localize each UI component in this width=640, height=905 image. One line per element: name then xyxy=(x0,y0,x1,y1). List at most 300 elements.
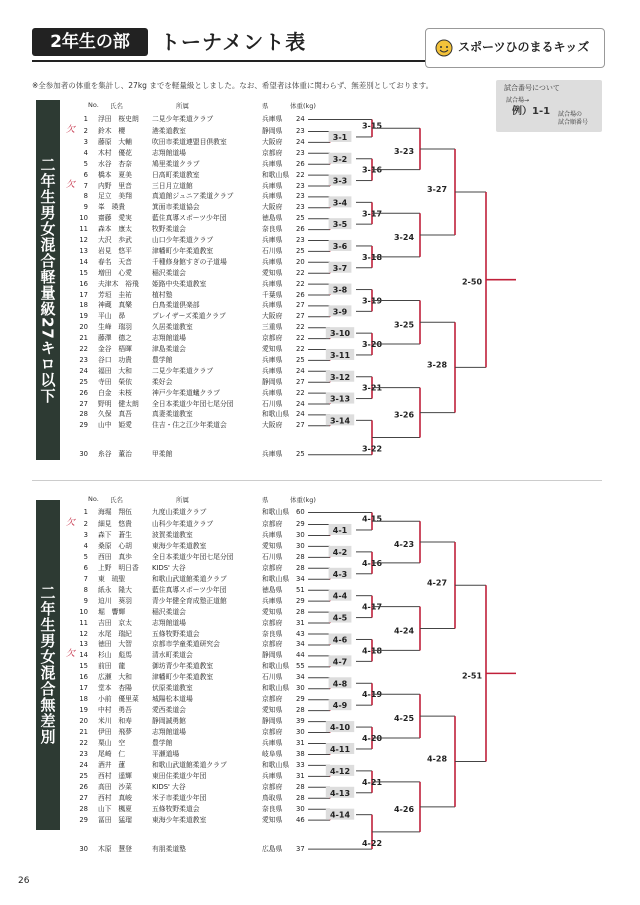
player-name: 堂本 杏陽 xyxy=(98,684,132,693)
player-club: 吹田市柔道連盟目倶教室 xyxy=(152,137,227,146)
player-club: 藍住真導スポーツ少年団 xyxy=(152,585,227,594)
player-pref: 京都府 xyxy=(262,728,283,737)
match-number: 4-8 xyxy=(332,679,348,689)
player-no: 16 xyxy=(79,279,88,288)
player-no: 30 xyxy=(79,844,88,853)
player-pref: 兵庫県 xyxy=(262,257,283,266)
player-club: KIDS' 大谷 xyxy=(152,563,186,572)
absent-mark: 欠 xyxy=(66,179,76,190)
player-weight: 22 xyxy=(296,388,305,397)
match-number: 3-2 xyxy=(332,154,348,164)
player-no: 26 xyxy=(79,782,88,791)
player-weight: 23 xyxy=(296,148,305,157)
player-no: 23 xyxy=(79,749,88,758)
player-no: 8 xyxy=(83,585,88,594)
player-club: 植村塾 xyxy=(152,290,173,299)
section-title-open: 二年生男女混合無差別 xyxy=(36,500,60,830)
player-no: 13 xyxy=(79,640,88,649)
player-name: 海堀 翔伍 xyxy=(98,508,132,516)
player-name: 久保 真吾 xyxy=(98,410,132,419)
player-no: 6 xyxy=(83,170,88,179)
player-pref: 愛知県 xyxy=(262,268,283,277)
player-club: 住吉・住之江少年柔道会 xyxy=(152,421,227,430)
player-no: 10 xyxy=(79,214,88,223)
player-club: 真道館ジュニア柔道クラブ xyxy=(152,192,234,201)
player-weight: 22 xyxy=(296,279,305,288)
match-number: 4-12 xyxy=(329,766,351,776)
player-pref: 鳥取県 xyxy=(262,793,283,802)
player-club: 二見少年柔道クラブ xyxy=(152,115,214,123)
player-weight: 27 xyxy=(296,312,305,321)
match-number: 4-7 xyxy=(332,657,348,667)
player-club: 全日本柔道少年団七尾分団 xyxy=(152,399,234,408)
player-pref: 大阪府 xyxy=(262,421,283,430)
player-weight: 23 xyxy=(296,203,305,212)
player-club: 豊学館 xyxy=(152,355,173,364)
match-number: 4-24 xyxy=(393,626,415,636)
player-no: 9 xyxy=(83,203,88,212)
player-weight: 28 xyxy=(296,552,305,561)
player-pref: 静岡県 xyxy=(262,717,283,726)
player-pref: 奈良県 xyxy=(262,804,283,813)
player-weight: 30 xyxy=(296,684,305,693)
player-no: 29 xyxy=(79,815,88,824)
player-weight: 46 xyxy=(296,815,305,824)
player-pref: 和歌山県 xyxy=(262,508,290,516)
player-weight: 30 xyxy=(296,804,305,813)
player-no: 15 xyxy=(79,662,88,671)
player-name: 吉田 京太 xyxy=(98,618,132,627)
absent-mark: 欠 xyxy=(66,125,76,135)
absent-mark: 欠 xyxy=(66,518,76,528)
player-weight: 31 xyxy=(296,771,305,780)
player-weight: 44 xyxy=(296,651,305,660)
player-no: 17 xyxy=(79,290,88,299)
match-number: 4-1 xyxy=(332,525,348,535)
player-pref: 兵庫県 xyxy=(262,596,283,605)
player-pref: 和歌山県 xyxy=(262,170,290,179)
match-number: 4-15 xyxy=(361,514,383,524)
player-pref: 石川県 xyxy=(262,399,283,408)
player-club: 静岡誠勇館 xyxy=(152,717,186,726)
match-number: 4-2 xyxy=(332,547,348,557)
player-weight: 28 xyxy=(296,706,305,715)
player-weight: 24 xyxy=(296,366,305,375)
player-club: 和歌山武道館柔道クラブ xyxy=(152,760,227,769)
player-pref: 兵庫県 xyxy=(262,366,283,375)
player-pref: 兵庫県 xyxy=(262,450,283,459)
match-number: 3-13 xyxy=(329,394,351,404)
player-name: 西村 真峻 xyxy=(98,793,132,802)
match-number: 4-20 xyxy=(361,734,383,744)
player-club: 甲柔館 xyxy=(152,450,173,459)
player-no: 5 xyxy=(83,159,88,168)
col-head-weight: 体重(kg) xyxy=(290,496,316,504)
col-head-weight: 体重(kg) xyxy=(290,102,316,110)
player-name: 山下 楓夏 xyxy=(98,804,132,813)
player-weight: 51 xyxy=(296,585,305,594)
absent-mark: 欠 xyxy=(66,649,76,660)
player-weight: 30 xyxy=(296,530,305,539)
player-weight: 23 xyxy=(296,127,305,135)
player-name: 西村 遥輝 xyxy=(98,771,132,780)
col-head-name: 氏名 xyxy=(110,496,123,504)
match-number: 3-28 xyxy=(426,360,448,370)
player-name: 東 琉聖 xyxy=(98,574,126,583)
player-no: 20 xyxy=(79,323,88,332)
player-no: 11 xyxy=(79,618,88,627)
player-no: 15 xyxy=(79,268,88,277)
player-pref: 愛知県 xyxy=(262,541,283,550)
match-number: 4-3 xyxy=(332,569,348,579)
player-club: 鳩里柔道クラブ xyxy=(152,159,200,168)
player-no: 12 xyxy=(79,629,88,638)
player-club: 港柔道教室 xyxy=(152,127,186,135)
player-name: 春名 天音 xyxy=(98,257,132,266)
player-pref: 兵庫県 xyxy=(262,771,283,780)
player-pref: 京都府 xyxy=(262,695,283,704)
player-club: 五條牧野柔道会 xyxy=(152,804,200,813)
player-no: 11 xyxy=(79,225,88,234)
player-name: 谷口 功貴 xyxy=(98,355,132,364)
player-no: 28 xyxy=(79,410,88,419)
player-name: 堀 響輝 xyxy=(98,607,126,616)
player-pref: 徳島県 xyxy=(262,585,283,594)
player-pref: 石川県 xyxy=(262,552,283,561)
player-pref: 兵庫県 xyxy=(262,159,283,168)
player-no: 6 xyxy=(83,563,88,572)
player-pref: 兵庫県 xyxy=(262,301,283,310)
player-pref: 岐阜県 xyxy=(262,749,283,758)
legend-title: 試合番号について xyxy=(504,84,560,92)
player-no: 17 xyxy=(79,684,88,693)
match-number: 3-14 xyxy=(329,416,351,426)
player-no: 8 xyxy=(83,192,88,201)
player-weight: 33 xyxy=(296,760,305,769)
player-weight: 22 xyxy=(296,345,305,353)
player-club: 御坊青少年柔道教室 xyxy=(152,662,214,671)
match-number: 3-21 xyxy=(361,383,383,393)
player-no: 22 xyxy=(79,739,88,747)
player-no: 16 xyxy=(79,673,88,682)
player-weight: 25 xyxy=(296,450,305,459)
player-pref: 大阪府 xyxy=(262,312,283,321)
col-head-club: 所属 xyxy=(176,496,189,504)
player-name: 中村 勇吾 xyxy=(98,706,132,715)
match-number: 4-16 xyxy=(361,558,383,568)
player-weight: 43 xyxy=(296,629,305,638)
col-head-no: No. xyxy=(88,495,99,503)
player-no: 4 xyxy=(83,148,88,157)
player-pref: 三重県 xyxy=(262,323,283,332)
player-pref: 京都府 xyxy=(262,618,283,627)
player-no: 25 xyxy=(79,377,88,386)
player-weight: 24 xyxy=(296,410,305,419)
player-club: 真妻柔道教室 xyxy=(152,410,193,419)
player-no: 18 xyxy=(79,695,88,704)
player-no: 19 xyxy=(79,706,88,715)
match-number: 3-10 xyxy=(329,329,351,339)
match-number: 3-7 xyxy=(332,263,348,273)
legend-order-label-2: 試合順番号 xyxy=(558,119,589,126)
player-pref: 静岡県 xyxy=(262,651,283,660)
player-pref: 京都府 xyxy=(262,334,283,343)
player-weight: 30 xyxy=(296,541,305,550)
player-name: 寺田 榮依 xyxy=(98,377,132,386)
player-pref: 京都府 xyxy=(262,640,283,649)
match-number: 3-6 xyxy=(332,241,348,251)
player-pref: 静岡県 xyxy=(262,377,283,386)
player-club: 千種修身館すぎの子道場 xyxy=(152,257,227,266)
player-name: 尾崎 仁 xyxy=(98,749,126,758)
player-pref: 大阪府 xyxy=(262,137,283,146)
player-club: 日高町柔道教室 xyxy=(152,170,200,179)
player-no: 25 xyxy=(79,771,88,780)
match-number: 3-22 xyxy=(361,444,383,454)
player-name: 夫津木 裕飛 xyxy=(98,279,139,288)
player-no: 14 xyxy=(79,257,88,266)
player-weight: 28 xyxy=(296,782,305,791)
match-number: 3-3 xyxy=(332,176,348,186)
player-no: 10 xyxy=(79,607,88,616)
player-pref: 兵庫県 xyxy=(262,355,283,364)
player-name: 冨田 猛瑠 xyxy=(98,815,132,824)
match-number: 3-4 xyxy=(332,198,348,208)
player-club: 全日本柔道少年団七尾分団 xyxy=(152,552,234,561)
notice-text: ※全参加者の体重を集計し、27kg までを軽量級としました。なお、希望者は体重に関わらず、無差別としております。 xyxy=(32,81,434,90)
player-pref: 和歌山県 xyxy=(262,410,290,419)
player-weight: 37 xyxy=(296,844,305,853)
player-pref: 京都府 xyxy=(262,520,283,528)
player-club: 愛西柔道会 xyxy=(152,706,186,715)
player-name: 迫川 葵羽 xyxy=(98,596,132,605)
player-name: 栗山 空 xyxy=(98,739,126,747)
player-club: 東海少年柔道教室 xyxy=(152,815,207,824)
player-name: 足立 美翔 xyxy=(98,192,132,201)
player-pref: 徳島県 xyxy=(262,214,283,223)
page-number: 26 xyxy=(18,876,30,886)
player-weight: 20 xyxy=(296,257,305,266)
player-pref: 愛知県 xyxy=(262,607,283,616)
player-no: 5 xyxy=(83,552,88,561)
player-club: 牧野柔道会 xyxy=(152,225,186,234)
player-name: 福田 大和 xyxy=(98,366,132,375)
player-name: 峯 瑛貴 xyxy=(98,203,126,212)
match-number: 4-28 xyxy=(426,754,448,764)
player-name: 森下 蒼生 xyxy=(98,530,132,539)
match-number: 3-23 xyxy=(393,146,415,156)
match-number: 4-9 xyxy=(332,701,348,711)
player-weight: 22 xyxy=(296,334,305,343)
player-name: 桑原 心胡 xyxy=(98,541,132,550)
player-pref: 奈良県 xyxy=(262,225,283,234)
col-head-name: 氏名 xyxy=(110,102,123,110)
player-weight: 23 xyxy=(296,181,305,190)
player-name: 齋藤 愛実 xyxy=(98,214,132,223)
player-club: 志翔館道場 xyxy=(152,148,186,157)
player-weight: 34 xyxy=(296,574,305,583)
player-pref: 石川県 xyxy=(262,246,283,255)
player-name: 内野 里音 xyxy=(98,181,132,190)
player-club: 清水町柔道会 xyxy=(152,651,193,660)
match-number: 3-1 xyxy=(332,132,348,142)
player-weight: 26 xyxy=(296,290,305,299)
player-name: 白金 未桜 xyxy=(98,388,132,397)
player-club: 東田住柔道少年団 xyxy=(152,771,207,780)
player-name: 浮田 桜史朗 xyxy=(98,115,139,123)
match-number: 4-4 xyxy=(332,591,348,601)
player-name: 森本 康太 xyxy=(98,225,132,234)
match-number: 4-19 xyxy=(361,690,383,700)
player-weight: 39 xyxy=(296,717,305,726)
player-weight: 22 xyxy=(296,170,305,179)
player-name: 生峰 瑞羽 xyxy=(98,323,132,332)
player-pref: 京都府 xyxy=(262,782,283,791)
match-number: 4-26 xyxy=(393,804,415,814)
player-name: 広瀬 大和 xyxy=(98,673,132,682)
player-weight: 25 xyxy=(296,355,305,364)
player-name: 酒井 蓮 xyxy=(98,760,126,769)
legend-example: 例）1-1 xyxy=(512,106,551,117)
player-no: 23 xyxy=(79,355,88,364)
player-pref: 石川県 xyxy=(262,673,283,682)
match-number: 3-5 xyxy=(332,220,348,230)
player-club: 豊学館 xyxy=(152,739,173,747)
player-name: 紙永 隆大 xyxy=(98,585,132,594)
player-weight: 25 xyxy=(296,246,305,255)
player-club: 青少年健全育成塾正道館 xyxy=(152,596,227,605)
player-pref: 和歌山県 xyxy=(262,760,290,769)
player-club: 志翔館道場 xyxy=(152,618,186,627)
col-head-no: No. xyxy=(88,101,99,109)
match-number: 3-12 xyxy=(329,372,351,382)
player-name: 大沢 歩武 xyxy=(98,236,132,244)
player-no: 3 xyxy=(83,137,88,146)
legend-court-label: 試合場→ xyxy=(506,97,530,104)
player-pref: 愛知県 xyxy=(262,706,283,715)
player-no: 20 xyxy=(79,717,88,726)
player-pref: 兵庫県 xyxy=(262,530,283,539)
player-club: 五條牧野柔道会 xyxy=(152,629,200,638)
match-number: 3-19 xyxy=(361,296,383,306)
player-club: 東海少年柔道教室 xyxy=(152,541,207,550)
player-club: 箕面市柔道協会 xyxy=(152,203,200,212)
player-pref: 兵庫県 xyxy=(262,279,283,288)
player-club: 白鳥柔道倶楽部 xyxy=(152,301,200,310)
match-number: 3-8 xyxy=(332,285,348,295)
player-name: 藤原 大輔 xyxy=(98,137,132,146)
match-number: 4-10 xyxy=(329,723,351,733)
match-number: 4-27 xyxy=(426,578,448,588)
player-weight: 29 xyxy=(296,520,305,528)
player-no: 2 xyxy=(83,520,88,528)
section-title-lightweight: 二年生男女混合軽量級27キロ以下 xyxy=(36,100,60,460)
player-pref: 千葉県 xyxy=(262,290,283,299)
match-number: 4-21 xyxy=(361,777,383,787)
player-club: 京都市学童柔道研究会 xyxy=(152,640,220,649)
player-pref: 兵庫県 xyxy=(262,739,283,747)
player-weight: 28 xyxy=(296,793,305,802)
player-club: 三日月立道館 xyxy=(152,181,193,190)
match-number: 3-20 xyxy=(361,340,383,350)
match-number: 3-9 xyxy=(332,307,348,317)
player-club: 米子市柔道少年団 xyxy=(152,793,207,802)
player-pref: 静岡県 xyxy=(262,127,283,135)
col-head-pref: 県 xyxy=(262,496,269,504)
player-club: 志翔館道場 xyxy=(152,334,186,343)
match-number: 3-15 xyxy=(361,121,383,131)
match-number: 4-25 xyxy=(393,714,415,724)
player-pref: 和歌山県 xyxy=(262,684,290,693)
match-number: 4-18 xyxy=(361,646,383,656)
player-club: KIDS' 大谷 xyxy=(152,782,186,791)
player-no: 22 xyxy=(79,345,88,353)
col-head-club: 所属 xyxy=(176,102,189,110)
player-pref: 愛知県 xyxy=(262,815,283,824)
player-name: 水尾 瑞紀 xyxy=(98,629,132,638)
match-number: 2-51 xyxy=(461,671,483,681)
logo-text: スポーツひのまるキッズ xyxy=(458,40,590,54)
match-number: 2-50 xyxy=(461,277,483,287)
match-number: 4-22 xyxy=(361,839,383,849)
player-weight: 24 xyxy=(296,115,305,123)
player-name: 米川 和寿 xyxy=(98,717,132,726)
match-number: 4-17 xyxy=(361,602,383,612)
player-pref: 京都府 xyxy=(262,563,283,572)
match-number: 3-24 xyxy=(393,233,415,243)
match-number: 3-25 xyxy=(393,320,415,330)
player-weight: 31 xyxy=(296,739,305,747)
player-no: 21 xyxy=(79,334,88,343)
player-club: 山科少年柔道クラブ xyxy=(152,520,214,528)
player-name: 水谷 杏奈 xyxy=(98,159,132,168)
player-no: 18 xyxy=(79,301,88,310)
player-weight: 29 xyxy=(296,695,305,704)
player-weight: 28 xyxy=(296,607,305,616)
player-no: 27 xyxy=(79,793,88,802)
player-name: 木原 慧登 xyxy=(98,844,132,853)
player-weight: 27 xyxy=(296,377,305,386)
player-weight: 31 xyxy=(296,618,305,627)
player-club: 二見少年柔道クラブ xyxy=(152,366,214,375)
player-no: 26 xyxy=(79,388,88,397)
match-number: 3-18 xyxy=(361,252,383,262)
player-weight: 60 xyxy=(296,508,305,516)
player-name: 西田 真歩 xyxy=(98,552,132,561)
player-name: 前田 龍 xyxy=(98,662,126,671)
player-no: 27 xyxy=(79,399,88,408)
player-weight: 24 xyxy=(296,137,305,146)
player-club: 志翔館道場 xyxy=(152,728,186,737)
player-weight: 22 xyxy=(296,268,305,277)
player-pref: 兵庫県 xyxy=(262,388,283,397)
match-number: 3-11 xyxy=(329,350,351,360)
player-club: 神戸少年柔道蟻クラブ xyxy=(152,388,220,397)
player-club: 山口少年柔道クラブ xyxy=(152,236,214,244)
match-number: 4-11 xyxy=(329,744,351,754)
player-club: 有朋柔道塾 xyxy=(152,844,186,853)
player-name: 芳垣 圭祐 xyxy=(98,290,132,299)
player-weight: 55 xyxy=(296,662,305,671)
player-club: 和歌山武道館柔道クラブ xyxy=(152,574,227,583)
player-club: 津幡町少年柔道教室 xyxy=(152,246,214,255)
player-club: プレイザーズ柔道クラブ xyxy=(152,312,226,321)
player-no: 14 xyxy=(79,651,88,660)
match-number: 4-6 xyxy=(332,635,348,645)
player-weight: 27 xyxy=(296,301,305,310)
player-name: 高田 沙菜 xyxy=(98,782,132,791)
section-badge: 2年生の部 xyxy=(32,28,148,56)
